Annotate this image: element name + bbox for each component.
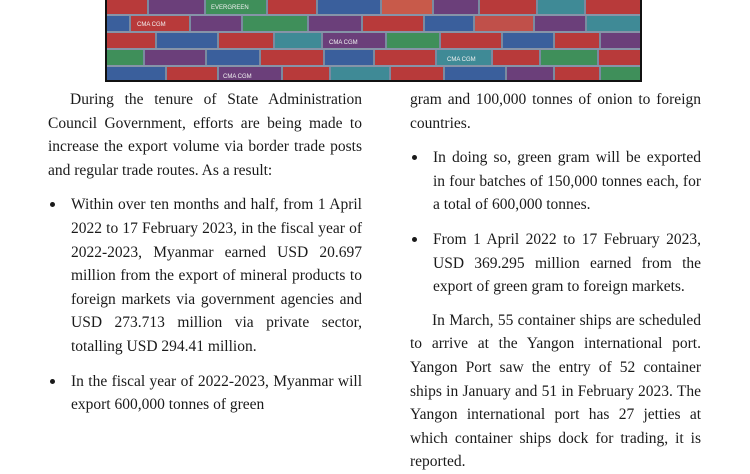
container-label: CMA CGM bbox=[329, 40, 358, 46]
container-label: CMA CGM bbox=[223, 74, 252, 80]
left-column bbox=[48, 88, 362, 417]
closing-paragraph: In March, 55 container ships are scheduled to arrive at the Yangon international port. Yangon Port saw the entry of 52 container ships in January and 51 in February 2023. The Yangon international port has 27 jetties at which container ships dock for trading, it is reported. bbox=[410, 311, 701, 471]
continuation-paragraph: gram and 100,000 tonnes of onion to foreign countries. bbox=[410, 91, 701, 132]
container-label: CMA CGM bbox=[137, 22, 166, 28]
right-bullet-list bbox=[410, 146, 701, 299]
left-bullet-list bbox=[48, 193, 362, 416]
container-row-2 bbox=[107, 16, 642, 31]
bullet-item: In doing so, green gram will be exported in four batches of 150,000 tonnes each, for a total of 600,000 tonnes. bbox=[410, 146, 701, 217]
bullet-item: In the fiscal year of 2022-2023, Myanmar will export 600,000 tonnes of green bbox=[48, 370, 362, 417]
bullet-item: Within over ten months and half, from 1 April 2022 to 17 February 2023, in the fiscal year of 2022-2023, Myanmar earned USD 20.697 million from the export of mineral products to foreign markets via government agencies and USD 273.713 million via private sector, totalling USD 294.41 million. bbox=[48, 193, 362, 358]
container-stacks-illustration bbox=[107, 0, 642, 82]
right-column bbox=[410, 88, 701, 474]
bullet-item: From 1 April 2022 to 17 February 2023, USD 369.295 million earned from the export of green gram to foreign markets. bbox=[410, 228, 701, 299]
container-row-back bbox=[107, 0, 642, 14]
container-label: CMA CGM bbox=[447, 57, 476, 63]
container-row-front bbox=[107, 67, 642, 82]
intro-paragraph: During the tenure of State Administration Council Government, efforts are being made to increase the export volume via border trade posts and regular trade routes. As a result: bbox=[48, 91, 362, 179]
container-label: EVERGREEN bbox=[211, 5, 249, 11]
container-port-photo bbox=[105, 0, 642, 82]
container-row-3 bbox=[107, 33, 642, 48]
